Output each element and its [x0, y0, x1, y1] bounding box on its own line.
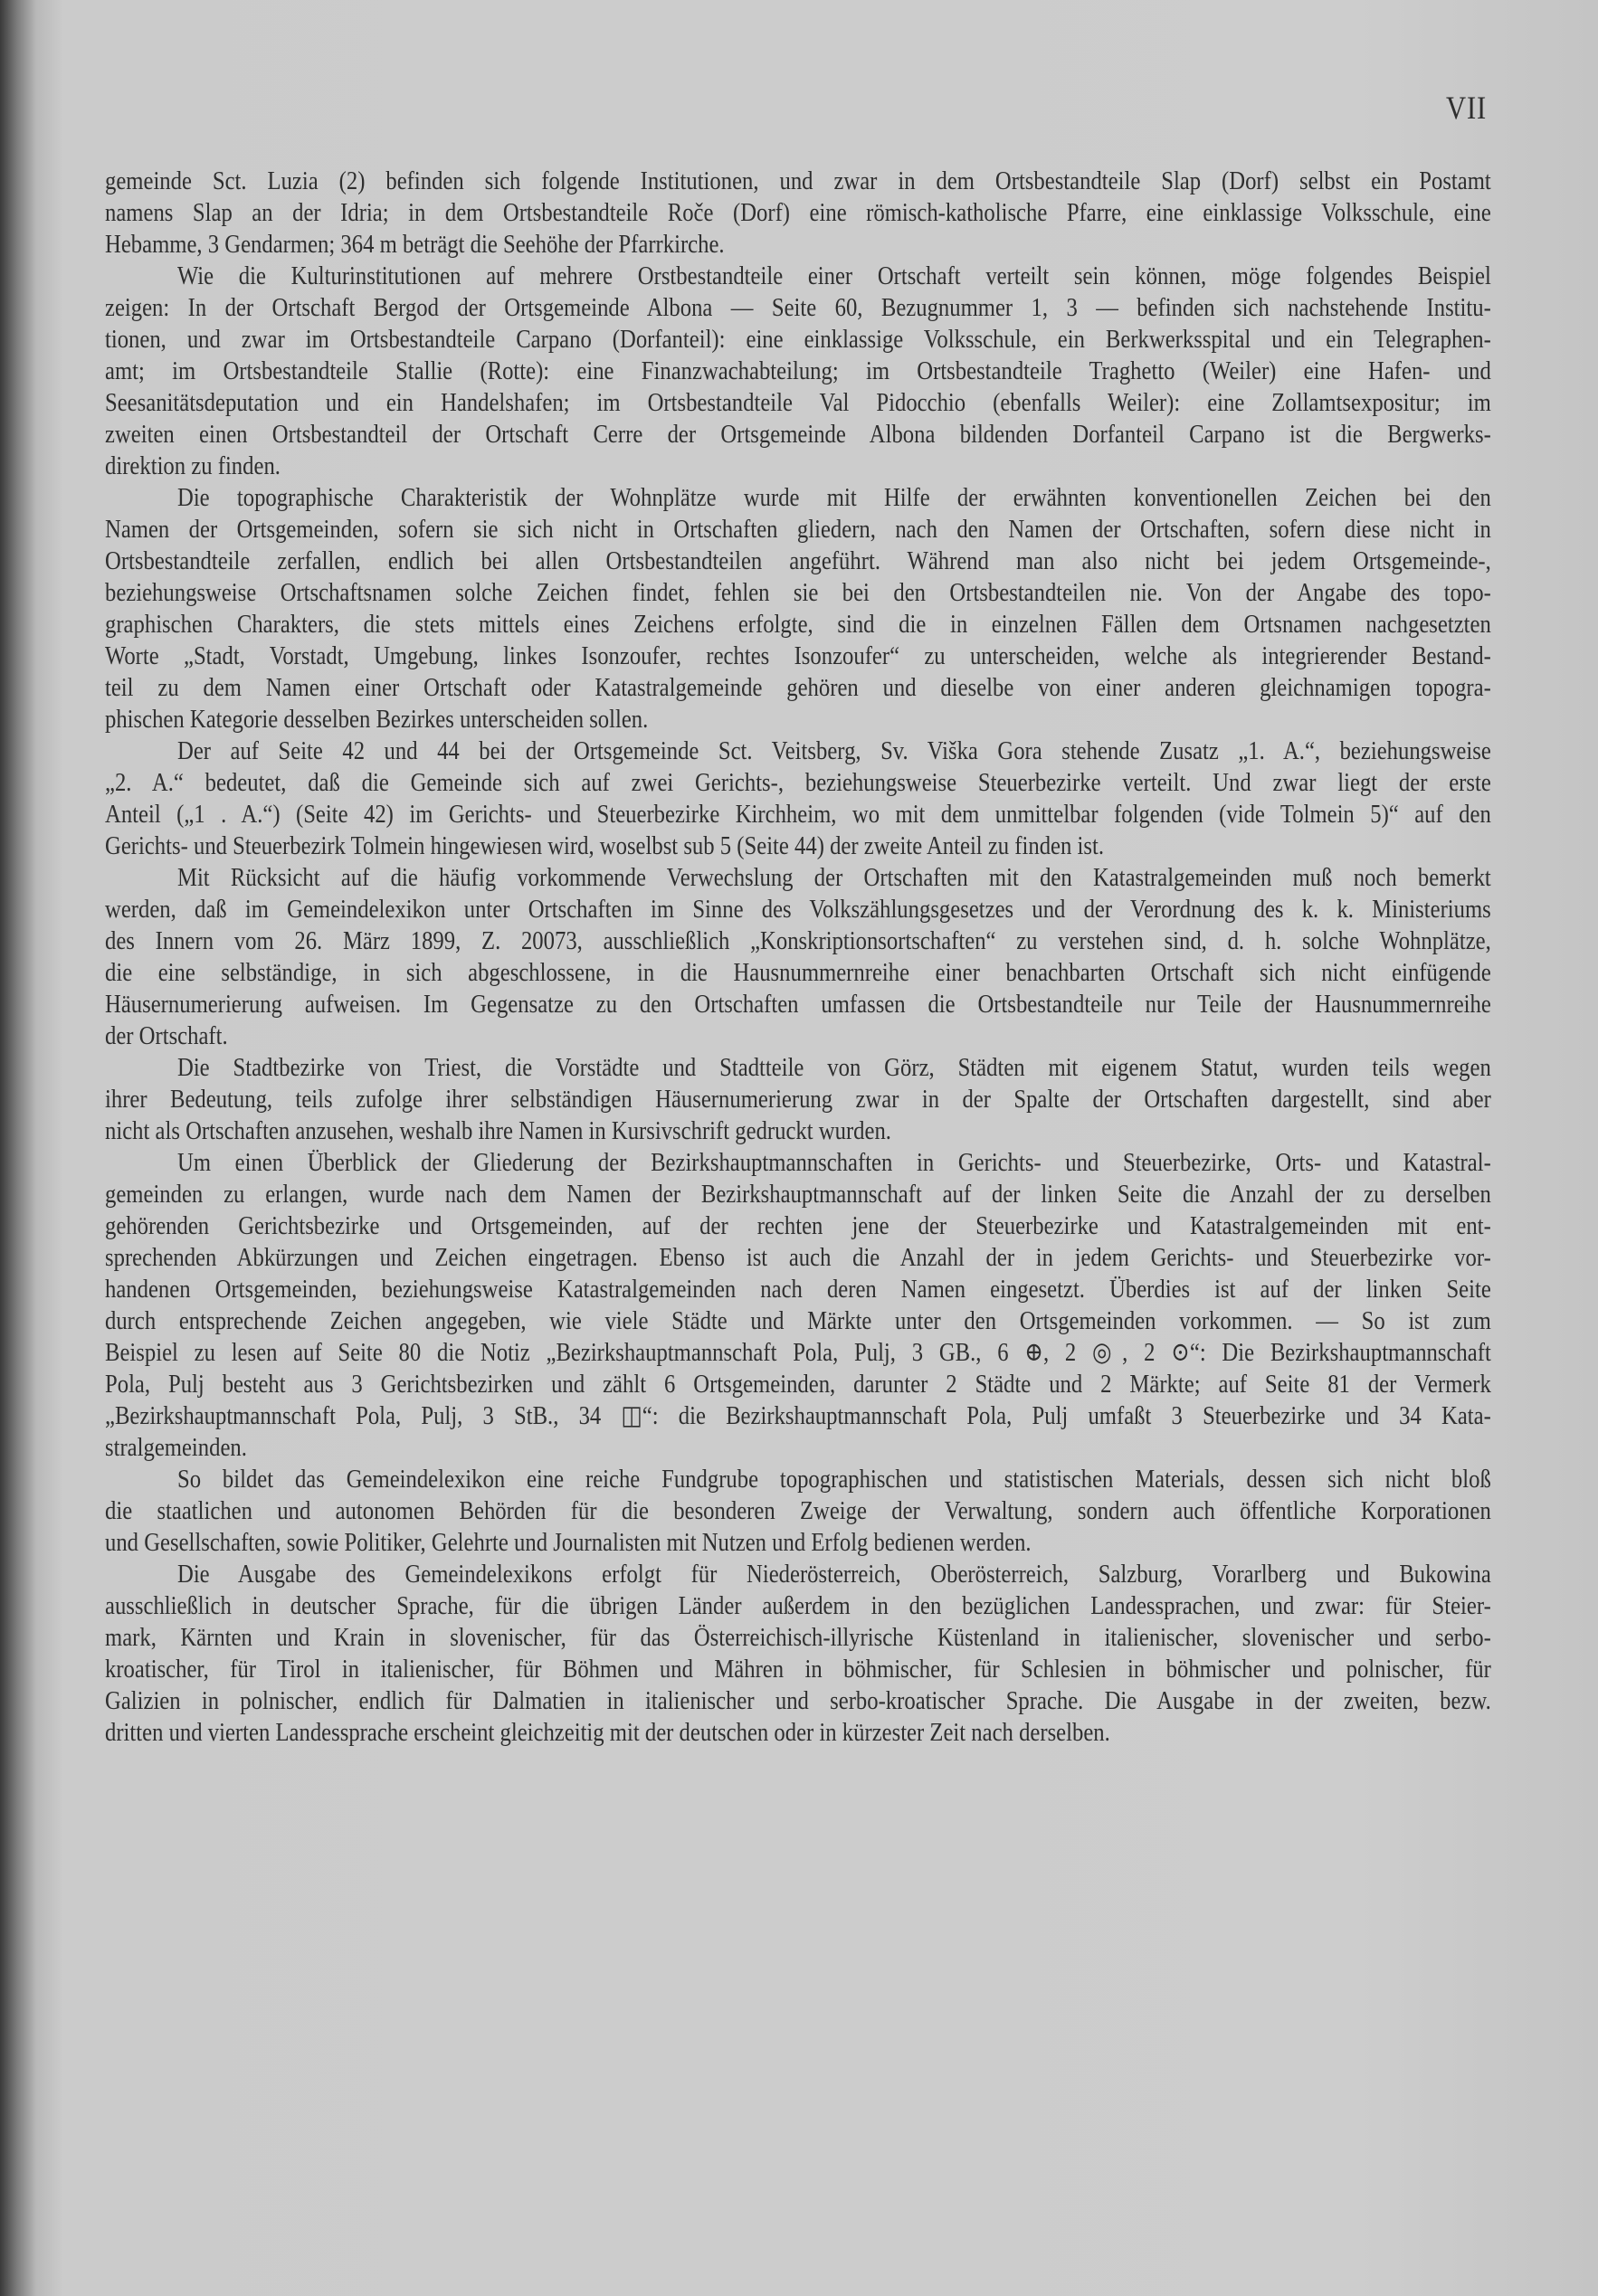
text-line: „2. A.“ bedeutet, daß die Gemeinde sich auf zwei Gerichts-, beziehungsweise Steuerbezirke verteilt. Und zwar liegt der erste: [105, 768, 1491, 797]
text-line: des Innern vom 26. März 1899, Z. 20073, ausschließlich „Konskriptionsortschaften“ zu verstehen sind, d. h. solche Wohnplätze,: [105, 926, 1491, 955]
text-line: Die topographische Charakteristik der Wohnplätze wurde mit Hilfe der erwähnten konventionellen Zeichen bei den: [176, 483, 1491, 512]
text-line: durch entsprechende Zeichen angegeben, wie viele Städte und Märkte unter den Ortsgemeinden vorkommen. — So ist zum: [105, 1306, 1491, 1335]
text-line: der Ortschaft.: [105, 1021, 228, 1050]
text-line: mark, Kärnten und Krain in slovenischer, für das Österreichisch-illyrische Küstenland in italienischer, slovenischer und serbo-: [105, 1623, 1491, 1652]
text-line: Namen der Ortsgemeinden, sofern sie sich nicht in Ortschaften gliedern, nach den Namen der Ortschaften, sofern diese nicht in: [105, 515, 1491, 544]
text-line: Der auf Seite 42 und 44 bei der Ortsgemeinde Sct. Veitsberg, Sv. Viška Gora stehende Zusatz „1. A.“, beziehungsweise: [176, 736, 1491, 765]
text-line: amt; im Ortsbestandteile Stallie (Rotte): eine Finanzwachabteilung; im Ortsbestandteile Traghetto (Weiler) eine Hafen- und: [105, 356, 1491, 385]
text-line: tionen, und zwar im Ortsbestandteile Carpano (Dorfanteil): eine einklassige Volksschule, ein Berkwerksspital und ein Telegraphen-: [105, 325, 1491, 354]
text-line: Worte „Stadt, Vorstadt, Umgebung, linkes Isonzoufer, rechtes Isonzoufer“ zu unterscheiden, welche als integrierender Bestand-: [105, 641, 1491, 670]
text-line: Gerichts- und Steuerbezirk Tolmein hingewiesen wird, woselbst sub 5 (Seite 44) der zweite Anteil zu finden ist.: [105, 831, 1104, 860]
paragraph: [105, 1147, 1491, 1464]
text-line: phischen Kategorie desselben Bezirkes unterscheiden sollen.: [105, 705, 649, 734]
text-line: gemeinden zu erlangen, wurde nach dem Namen der Bezirkshauptmannschaft auf der linken Seite die Anzahl der zu derselben: [105, 1180, 1491, 1209]
body-text: [105, 166, 1491, 1749]
text-line: dritten und vierten Landessprache erscheint gleichzeitig mit der deutschen oder in kürzester Zeit nach derselben.: [105, 1718, 1110, 1747]
text-line: zweiten einen Ortsbestandteil der Ortschaft Cerre der Ortsgemeinde Albona bildenden Dorfanteil Carpano ist die Bergwerks-: [105, 420, 1491, 449]
text-line: graphischen Charakters, die stets mittels eines Zeichens erfolgte, sind die in einzelnen Fällen dem Ortsnamen nachgesetzten: [105, 610, 1491, 639]
text-line: zeigen: In der Ortschaft Bergod der Ortsgemeinde Albona — Seite 60, Bezugnummer 1, 3 — befinden sich nachstehende Institu-: [105, 293, 1491, 322]
text-line: Die Ausgabe des Gemeindelexikons erfolgt für Niederösterreich, Oberösterreich, Salzburg, Vorarlberg und Bukowina: [176, 1560, 1491, 1589]
text-line: namens Slap an der Idria; in dem Ortsbestandteile Roče (Dorf) eine römisch-katholische Pfarre, eine einklassige Volksschule, eine: [105, 198, 1491, 227]
text-line: Pola, Pulj besteht aus 3 Gerichtsbezirken und zählt 6 Ortsgemeinden, darunter 2 Städte und 2 Märkte; auf Seite 81 der Vermerk: [105, 1370, 1491, 1399]
text-line: Seesanitätsdeputation und ein Handelshafen; im Ortsbestandteile Val Pidocchio (ebenfalls Weiler): eine Zollamtsexpositur; im: [105, 388, 1491, 417]
text-line: die eine selbständige, in sich abgeschlossene, in die Hausnummernreihe einer benachbarten Ortschaft sich nicht einfügende: [105, 958, 1491, 987]
text-line: Hebamme, 3 Gendarmen; 364 m beträgt die Seehöhe der Pfarrkirche.: [105, 230, 725, 259]
text-line: Häusernumerierung aufweisen. Im Gegensatze zu den Ortschaften umfassen die Ortsbestandteile nur Teile der Hausnummernreihe: [105, 990, 1491, 1019]
text-line: „Bezirkshauptmannschaft Pola, Pulj, 3 StB., 34 ◫“: die Bezirkshauptmannschaft Pola, Pulj umfaßt 3 Steuerbezirke und 34 Kata-: [105, 1401, 1491, 1430]
text-line: handenen Ortsgemeinden, beziehungsweise Katastralgemeinden nach deren Namen eingesetzt. Überdies ist auf der linken Seite: [105, 1275, 1491, 1304]
paragraph: [105, 862, 1491, 1052]
paragraph: [105, 1464, 1491, 1559]
text-line: Anteil („1 . A.“) (Seite 42) im Gerichts- und Steuerbezirke Kirchheim, wo mit dem unmittelbar folgenden (vide Tolmein 5)“ auf den: [105, 800, 1491, 829]
text-line: ihrer Bedeutung, teils zufolge ihrer selbständigen Häusernumerierung zwar in der Spalte der Ortschaften dargestellt, sind aber: [105, 1085, 1491, 1114]
text-line: nicht als Ortschaften anzusehen, weshalb ihre Namen in Kursivschrift gedruckt wurden.: [105, 1116, 891, 1145]
paragraph: [105, 482, 1491, 735]
text-line: direktion zu finden.: [105, 451, 281, 480]
text-line: Wie die Kulturinstitutionen auf mehrere Orstbestandteile einer Ortschaft verteilt sein können, möge folgendes Beispiel: [176, 261, 1491, 290]
text-line: gehörenden Gerichtsbezirke und Ortsgemeinden, auf der rechten jene der Steuerbezirke und Katastralgemeinden mit ent-: [105, 1211, 1491, 1240]
paragraph: [105, 1559, 1491, 1749]
paragraph: [105, 735, 1491, 862]
text-line: Um einen Überblick der Gliederung der Bezirkshauptmannschaften in Gerichts- und Steuerbezirke, Orts- und Katastral-: [176, 1148, 1491, 1177]
text-line: und Gesellschaften, sowie Politiker, Gelehrte und Journalisten mit Nutzen und Erfolg bedienen werden.: [105, 1528, 1032, 1557]
text-line: sprechenden Abkürzungen und Zeichen eingetragen. Ebenso ist auch die Anzahl der in jedem Gerichts- und Steuerbezirke vor-: [105, 1243, 1491, 1272]
text-line: Beispiel zu lesen auf Seite 80 die Notiz „Bezirkshauptmannschaft Pola, Pulj, 3 GB., 6 ⊕, 2 ◎, 2 ⊙“: Die Bezirkshauptmannschaft: [105, 1338, 1491, 1367]
text-line: die staatlichen und autonomen Behörden für die besonderen Zweige der Verwaltung, sondern auch öffentliche Korporationen: [105, 1496, 1491, 1525]
text-line: kroatischer, für Tirol in italienischer, für Böhmen und Mähren in böhmischer, für Schlesien in böhmischer und polnischer, für: [105, 1655, 1491, 1684]
text-line: Die Stadtbezirke von Triest, die Vorstädte und Stadtteile von Görz, Städten mit eigenem Statut, wurden teils wegen: [176, 1053, 1491, 1082]
text-line: beziehungsweise Ortschaftsnamen solche Zeichen findet, fehlen sie bei den Ortsbestandteilen nie. Von der Angabe des topo-: [105, 578, 1491, 607]
text-line: So bildet das Gemeindelexikon eine reiche Fundgrube topographischen und statistischen Materials, dessen sich nicht bloß: [176, 1465, 1491, 1494]
page-number: VII: [1446, 90, 1488, 126]
text-line: gemeinde Sct. Luzia (2) befinden sich folgende Institutionen, und zwar in dem Ortsbestandteile Slap (Dorf) selbst ein Postamt: [105, 166, 1491, 195]
text-line: werden, daß im Gemeindelexikon unter Ortschaften im Sinne des Volkszählungsgesetzes und der Verordnung des k. k. Ministeriums: [105, 895, 1491, 924]
text-line: ausschließlich in deutscher Sprache, für die übrigen Länder außerdem in den bezüglichen Landessprachen, und zwar: für Steier-: [105, 1591, 1491, 1620]
text-line: Galizien in polnischer, endlich für Dalmatien in italienischer und serbo-kroatischer Sprache. Die Ausgabe in der zweiten, bezw.: [105, 1686, 1491, 1715]
paragraph: [105, 261, 1491, 482]
text-line: stralgemeinden.: [105, 1433, 247, 1462]
text-line: Ortsbestandteile zerfallen, endlich bei allen Ortsbestandteilen angeführt. Während man also nicht bei jedem Ortsgemeinde-,: [105, 546, 1491, 575]
text-line: teil zu dem Namen einer Ortschaft oder Katastralgemeinde gehören und dieselbe von einer anderen gleichnamigen topogra-: [105, 673, 1491, 702]
paragraph: [105, 1052, 1491, 1147]
paragraph: [105, 166, 1491, 261]
text-line: Mit Rücksicht auf die häufig vorkommende Verwechslung der Ortschaften mit den Katastralgemeinden muß noch bemerkt: [176, 863, 1491, 892]
